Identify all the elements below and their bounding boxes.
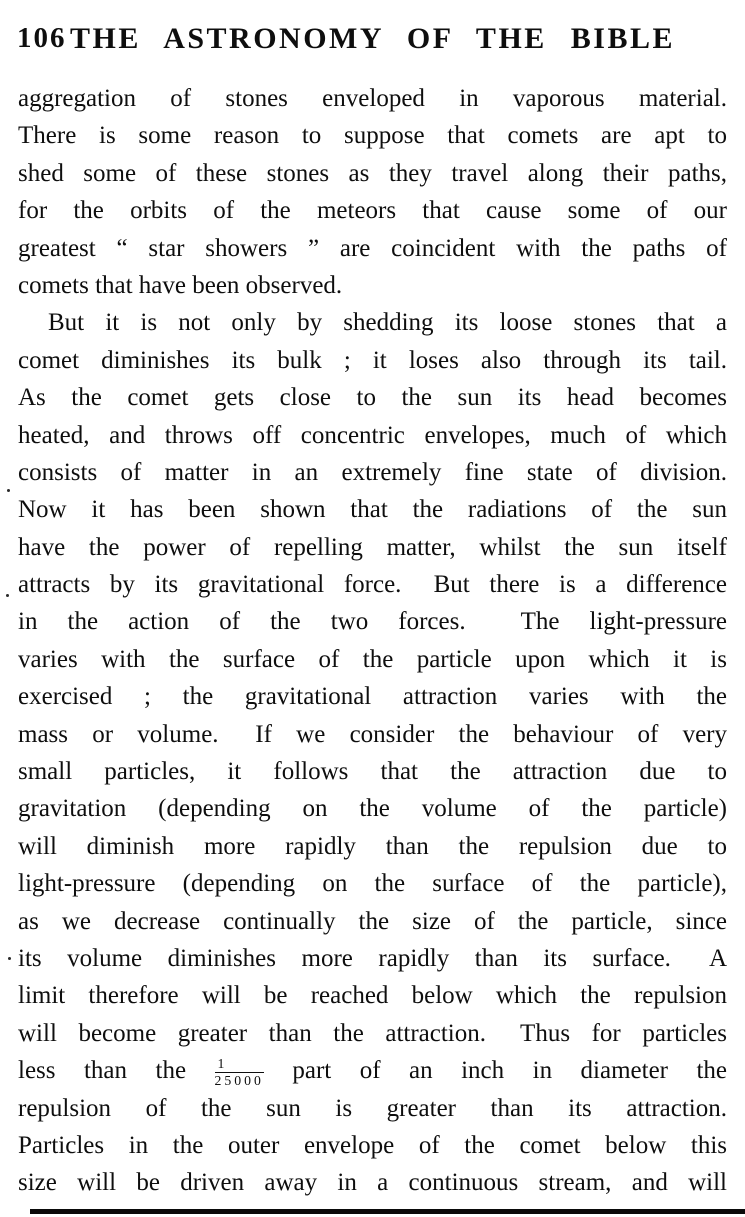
text-line: as we decrease continually the size of the particle, since [18, 907, 727, 935]
text-line: have the power of repelling matter, whilst the sun itself [18, 533, 727, 561]
text-line: gravitation (depending on the volume of the particle) [18, 795, 727, 823]
text-line: consists of matter in an extremely fine state of division. [18, 458, 727, 486]
text-line-with-fraction [18, 1052, 727, 1089]
scan-speck [8, 957, 11, 960]
page-number: 106 [17, 22, 67, 54]
fraction-line-after: part of an inch in diameter the [292, 1057, 727, 1085]
text-line: There is some reason to suppose that comets are apt to [18, 122, 727, 150]
text-line: exercised ; the gravitational attraction varies with the [18, 683, 727, 711]
text-line: comet diminishes its bulk ; it loses also through its tail. [18, 346, 727, 374]
text-line: comets that have been observed. [18, 271, 343, 299]
text-line: But it is not only by shedding its loose stones that a [48, 309, 727, 337]
text-line: size will be driven away in a continuous stream, and will [18, 1169, 727, 1197]
text-line: its volume diminishes more rapidly than its surface. A [18, 944, 727, 972]
text-line: mass or volume. If we consider the behaviour of very [18, 720, 727, 748]
body-text [0, 80, 745, 1202]
text-line: repulsion of the sun is greater than its attraction. [18, 1094, 727, 1122]
text-line: shed some of these stones as they travel along their paths, [18, 159, 727, 187]
text-line: limit therefore will be reached below which the repulsion [18, 982, 727, 1010]
text-line: small particles, it follows that the attraction due to [18, 758, 727, 786]
text-line: aggregation of stones enveloped in vaporous material. [18, 85, 727, 112]
running-title: THE ASTRONOMY OF THE BIBLE [70, 22, 675, 55]
page-header [0, 0, 745, 62]
scan-edge-line [30, 1209, 745, 1214]
text-line: will diminish more rapidly than the repulsion due to [18, 832, 727, 860]
text-line: will become greater than the attraction. Thus for particles [18, 1019, 727, 1047]
fraction-numerator: 1 [215, 1057, 264, 1073]
text-line: attracts by its gravitational force. But there is a difference [18, 571, 727, 599]
fraction-line-before: less than the [18, 1057, 187, 1085]
text-line: Particles in the outer envelope of the comet below this [18, 1131, 727, 1159]
fraction [215, 1057, 264, 1089]
text-line: As the comet gets close to the sun its head becomes [18, 384, 727, 412]
scan-speck [6, 594, 9, 597]
text-line: greatest “ star showers ” are coincident with the paths of [18, 234, 727, 262]
text-line: for the orbits of the meteors that cause some of our [18, 197, 727, 225]
text-line: heated, and throws off concentric envelopes, much of which [18, 421, 727, 449]
text-line: in the action of the two forces. The light-pressure [18, 608, 727, 636]
text-line: varies with the surface of the particle upon which it is [18, 645, 727, 673]
fraction-denominator: 25000 [214, 1073, 264, 1089]
scan-speck [7, 489, 10, 492]
text-line: Now it has been shown that the radiations of the sun [18, 496, 727, 524]
text-line: light-pressure (depending on the surface of the particle), [18, 870, 727, 898]
